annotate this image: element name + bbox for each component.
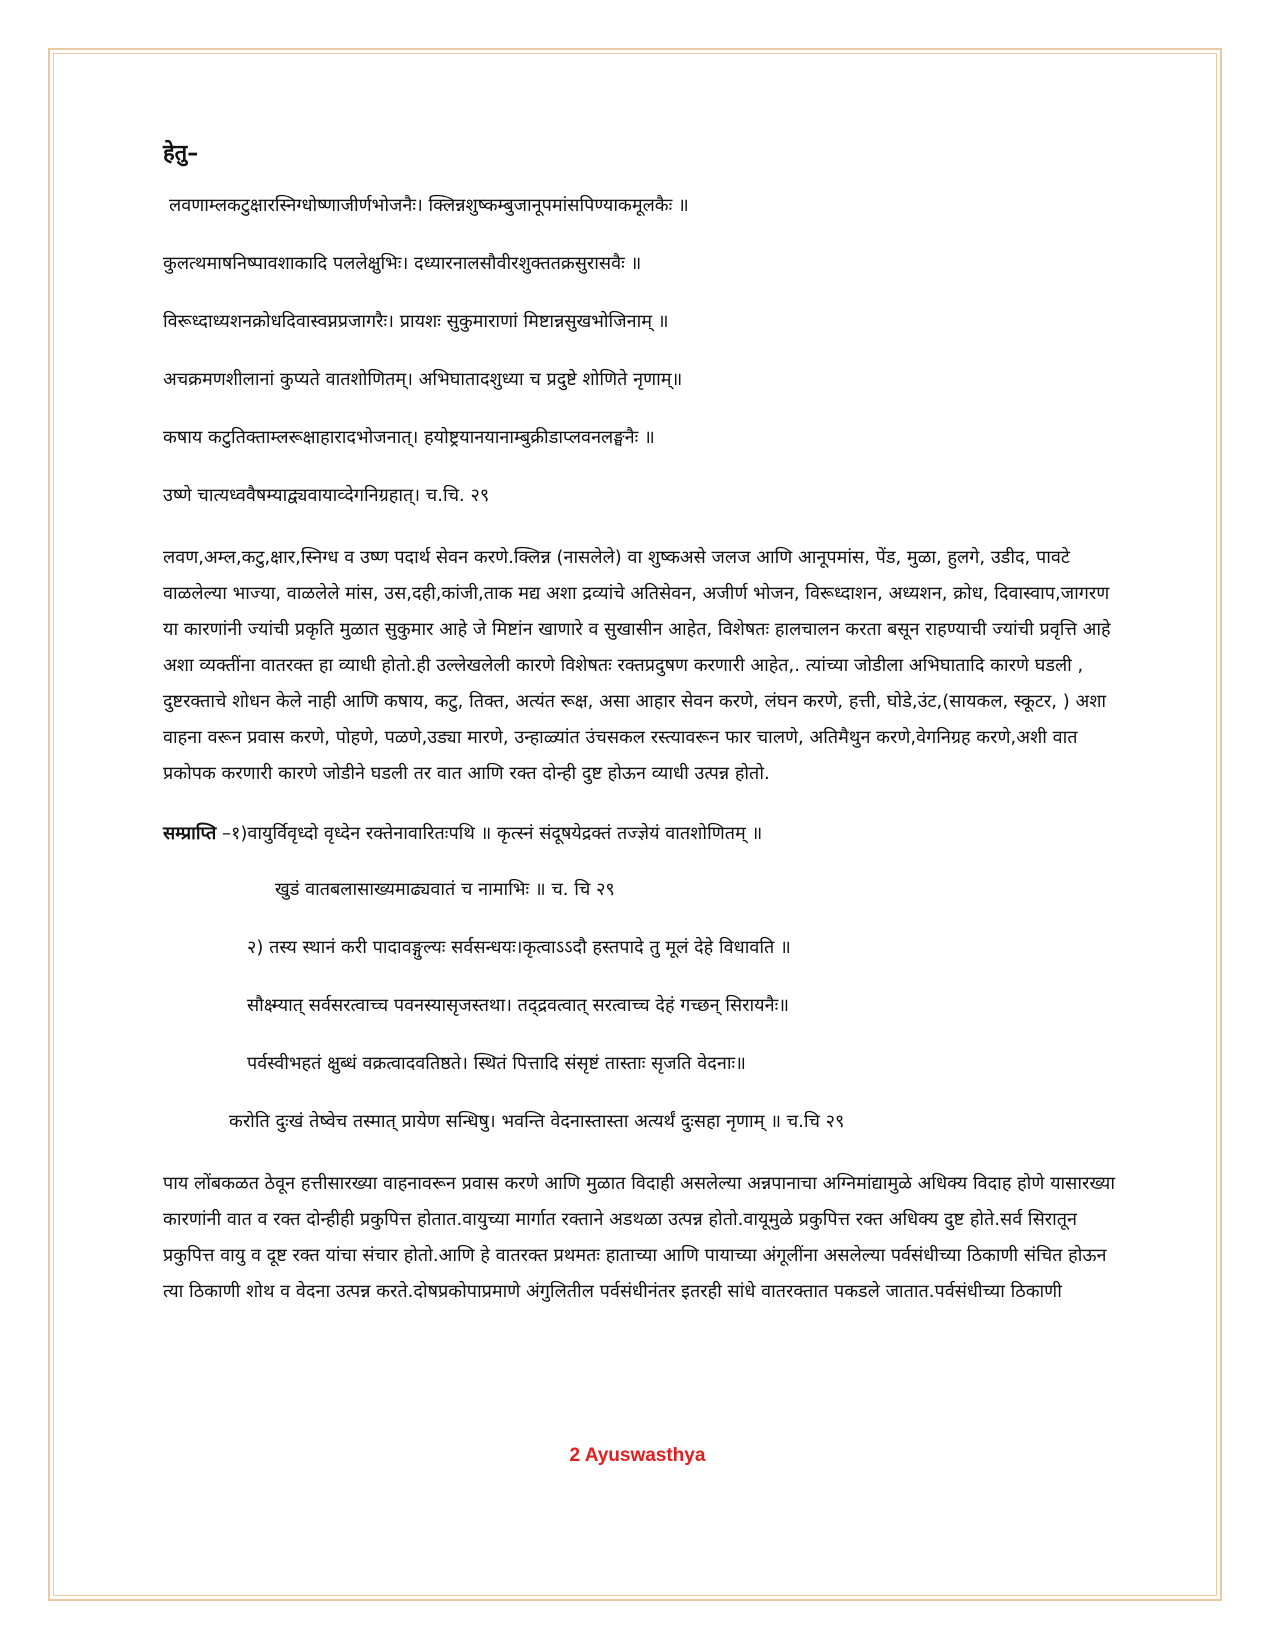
document-body [163,140,1123,1310]
verse-line: विरूध्दाध्यशनक्रोधदिवास्वप्नप्रजागरैः। प्रायशः सुकुमाराणां मिष्टान्नसुखभोजिनाम् ॥ [163,311,669,332]
verse-line: उष्णे चात्यध्ववैषम्याद्व्यवायाव्देगनिग्रहात्। च.चि. २९ [163,485,490,506]
samprapti-line [163,820,1123,848]
verse-line: अचक्रमणशीलानां कुप्यते वातशोणितम्। अभिघातादशुध्या च प्रदुष्टे शोणिते नृणाम्॥ [163,369,683,390]
verse-line: कुलत्थमाषनिष्पावशाकादि पललेक्षुभिः। दध्यारनालसौवीरशुक्ततक्रसुरासवैः ॥ [163,253,642,274]
page-footer: 2 Ayuswasthya [569,1445,706,1466]
verse-line: खुडं वातबलासाख्यमाढ्यवातं च नामाभिः ॥ च. चि २९ [275,879,615,900]
verse-line: सौक्ष्म्यात् सर्वसरत्वाच्च पवनस्यासृजस्तथा। तद्द्रवत्वात् सरत्वाच्च देहं गच्छन् सिरायनैः॥ [247,995,790,1016]
samprapti-label: सम्प्राप्ति [163,823,217,844]
verse-line: २) तस्य स्थानं करी पादावङ्गुल्यः सर्वसन्धयः।कृत्वाऽऽदौ हस्तपादे तु मूलं देहे विधावति ॥ [247,937,791,958]
explanation-paragraph: लवण,अम्ल,कटु,क्षार,स्निग्ध व उष्ण पदार्थ सेवन करणे.क्लिन्न (नासलेले) वा शुष्कअसे जलज आणि आनूपमांस, पेंड, मुळा, हुलगे, उडीद, पावटे वाळलेल्या भाज्या, वाळलेले मांस, उस,दही,कांजी,ताक मद्य अशा द्रव्यांचे अतिसेवन, अजीर्ण भोजन, विरूध्दाशन, अध्यशन, क्रोध, दिवास्वाप,जागरण या कारणांनी ज्यांची प्रकृति मुळात सुकुमार आहे जे मिष्टांन खाणारे व सुखासीन आहेत, विशेषतः हालचालन करता बसून राहण्याची ज्यांची प्रवृत्ति आहे अशा व्यक्तींना वातरक्त हा व्याधी होतो.ही उल्लेखलेली कारणे विशेषतः रक्तप्रदुषण करणारी आहेत,. त्यांच्या जोडीला अभिघातादि कारणे घडली , दुष्टरक्ताचे शोधन केले नाही आणि कषाय, कटु, तिक्त, अत्यंत रूक्ष, असा आहार सेवन करणे, लंघन करणे, हत्ती, घोडे,उंट,(सायकल, स्कूटर, ) अशा वाहना वरून प्रवास करणे, पोहणे, पळणे,उड्या मारणे, उन्हाळ्यांत उंचसकल रस्त्यावरून फार चालणे, अतिमैथुन करणे,वेगनिग्रह करणे,अशी वात प्रकोपक करणारी कारणे जोडीने घडली तर वात आणि रक्त दोन्ही दुष्ट होऊन व्याधी उत्पन्न होतो. [163,547,1111,784]
explanation-paragraph-2: पाय लोंबकळत ठेवून हत्तीसारख्या वाहनावरून प्रवास करणे आणि मुळात विदाही असलेल्या अन्नपानाचा अग्निमांद्यामुळे अधिक्य विदाह होणे यासारख्या कारणांनी वात व रक्त दोन्हीही प्रकुपित्त होतात.वायुच्या मार्गात रक्ताने अडथळा उत्पन्न होतो.वायूमुळे प्रकुपित्त रक्त अधिक्य दुष्ट होते.सर्व सिरातून प्रकुपित्त वायु व दूष्ट रक्त यांचा संचार होतो.आणि हे वातरक्त प्रथमतः हाताच्या आणि पायाच्या अंगूलींना असलेल्या पर्वसंधीच्या ठिकाणी संचित होऊन त्या ठिकाणी शोथ व वेदना उत्पन्न करते.दोषप्रकोपाप्रमाणे अंगुलितील पर्वसंधीनंतर इतरही सांधे वातरक्तात पकडले जातात.पर्वसंधीच्या ठिकाणी [163,1173,1115,1302]
section-heading-hetu: हेतु– [163,141,199,166]
verse-line: करोति दुःखं तेष्वेच तस्मात् प्रायेण सन्धिषु। भवन्ति वेदनास्तास्ता अत्यर्थं दुःसहा नृणाम् ॥ च.चि २९ [229,1111,845,1132]
verse-line: लवणाम्लकटुक्षारस्निग्धोष्णाजीर्णभोजनैः। क्लिन्नशुष्कम्बुजानूपमांसपिण्याकमूलकैः ॥ [169,195,689,216]
verse-line: कषाय कटुतिक्ताम्लरूक्षाहारादभोजनात्। हयोष्ट्रयानयानाम्बुक्रीडाप्लवनलङ्घनैः ॥ [163,427,655,448]
samprapti-verse: –१)वायुर्विवृध्दो वृध्देन रक्तेनावारितःपथि ॥ कृत्स्नं संदूषयेद्रक्तं तज्ज्ञेयं वातशोणितम् ॥ [216,823,763,844]
verse-line: पर्वस्वीभहतं क्षुब्धं वक्रत्वादवतिष्ठते। स्थितं पित्तादि संसृष्टं तास्ताः सृजति वेदनाः॥ [247,1053,746,1074]
